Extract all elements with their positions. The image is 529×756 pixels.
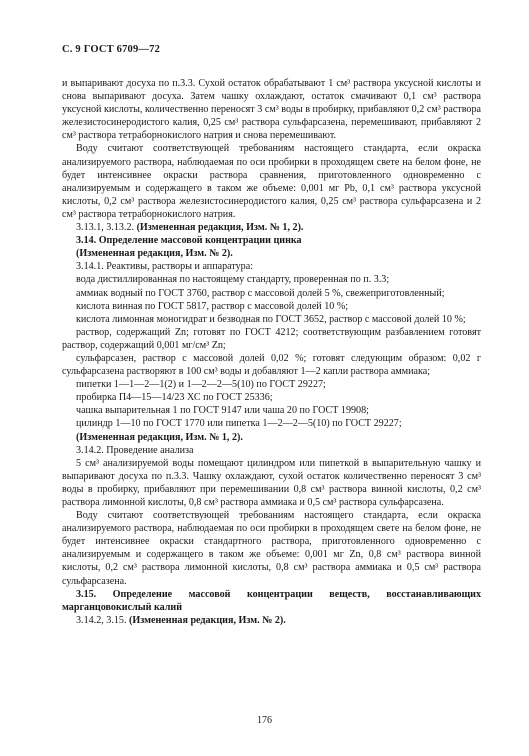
paragraph: 3.14.2. Проведение анализа — [76, 444, 194, 456]
revision-note: (Измененная редакция, Изм. № 1, 2). — [76, 431, 243, 443]
list-item: цилиндр 1—10 по ГОСТ 1770 или пипетка 1—2—2—5(10) по ГОСТ 29227; — [76, 418, 402, 430]
revision-note-emphasis: (Измененная редакция, Изм. № 2). — [129, 614, 286, 626]
paragraph: 3.14.1. Реактивы, растворы и аппаратура: — [76, 261, 254, 273]
paragraph: 5 см³ анализируемой воды помещают цилиндром или пипеткой в выпарительную чашку и выпаривают досуха по п.3.3. Чашку охлаждают, сухой остаток количественно переносят 3 см³ воды в пробирку, прибавляют при перемешивании 0,8 см³ раствора винной кислоты, 0,2 см³ раствора лимонной кислоты, 0,8 см³ раствора аммиака и 0,5 см³ раствора сульфарсазена. — [62, 457, 481, 508]
revision-note-emphasis: (Измененная редакция, Изм. № 1, 2). — [136, 222, 304, 234]
list-item: пипетки 1—1—2—1(2) и 1—2—2—5(10) по ГОСТ 29227; — [76, 379, 326, 391]
list-item: сульфарсазен, раствор с массовой долей 0,02 %; готовят следующим образом: 0,02 г сульфарсазена растворяют в 100 см³ воды и добавляют 1—2 капли раствора аммиака; — [62, 352, 481, 378]
document-body — [62, 77, 481, 627]
section-heading: 3.14. Определение массовой концентрации цинка — [76, 235, 302, 247]
list-item: пробирка П4—15—14/23 ХС по ГОСТ 25336; — [76, 392, 273, 404]
page-header: С. 9 ГОСТ 6709—72 — [62, 44, 161, 55]
list-item: кислота винная по ГОСТ 5817, раствор с массовой долей 10 %; — [76, 300, 349, 312]
revision-note: (Измененная редакция, Изм. № 2). — [76, 248, 233, 260]
paragraph: 3.13.1, 3.13.2. (Измененная редакция, Изм. № 1, 2). — [76, 222, 304, 234]
page-number: 176 — [257, 715, 272, 726]
list-item: аммиак водный по ГОСТ 3760, раствор с массовой долей 5 %, свежеприготовленный; — [76, 287, 445, 299]
paragraph: Воду считают соответствующей требованиям настоящего стандарта, если окраска анализируемого раствора, наблюдаемая по оси пробирки в проходящем свете на белом фоне, не будет интенсивнее окраски стандартного раствора, приготовленного одновременно с анализируемым и содержащего в таком же объеме: 0,001 мг Zn, 0,8 см³ раствора винной кислоты, 0,2 см³ раствора лимонной кислоты, 0,8 см³ раствора аммиака и 0,5 см³ раствора сульфарсазена. — [62, 510, 481, 587]
list-item: вода дистиллированная по настоящему стандарту, проверенная по п. 3.3; — [76, 274, 390, 286]
list-item: кислота лимонная моногидрат и безводная по ГОСТ 3652, раствор с массовой долей 10 %; — [76, 313, 466, 325]
section-heading: 3.15. Определение массовой концентрации веществ, восстанавливающих марганцовокислый калий — [62, 588, 481, 613]
list-item: раствор, содержащий Zn; готовят по ГОСТ 4212; соответствующим разбавлением готовят раствор, содержащий 0,001 мг/см³ Zn; — [62, 326, 481, 351]
paragraph: Воду считают соответствующей требованиям настоящего стандарта, если окраска анализируемого раствора, наблюдаемая по оси пробирки в проходящем свете на белом фоне, не будет интенсивнее окраски раствора сравнения, приготовленного одновременно с анализируемым и содержащего в таком же объеме: 0,001 мг Pb, 0,1 см³ раствора уксусной кислоты, 0,2 см³ раствора железистосинеродистого калия, 0,25 см³ раствора сульфарсазена и 2 см³ раствора тетраборнокислого натрия. — [62, 143, 481, 220]
list-item: чашка выпарительная 1 по ГОСТ 9147 или чаша 20 по ГОСТ 19908; — [76, 405, 369, 417]
paragraph: и выпаривают досуха по п.3.3. Сухой остаток обрабатывают 1 см³ раствора уксусной кислоты и снова выпаривают досуха. Затем чашку охлаждают, остаток смачивают 0,1 см³ раствора уксусной кислоты, количественно переносят 3 см³ воды в пробирку, прибавляют 0,2 см³ раствора железистосинеродистого калия, 0,25 см³ раствора сульфарсазена, перемешивают, прибавляют 2 см³ раствора тетраборнокислого натрия и снова перемешивают. — [62, 78, 481, 142]
revision-note: 3.14.2, 3.15. (Измененная редакция, Изм. № 2). — [76, 614, 286, 626]
